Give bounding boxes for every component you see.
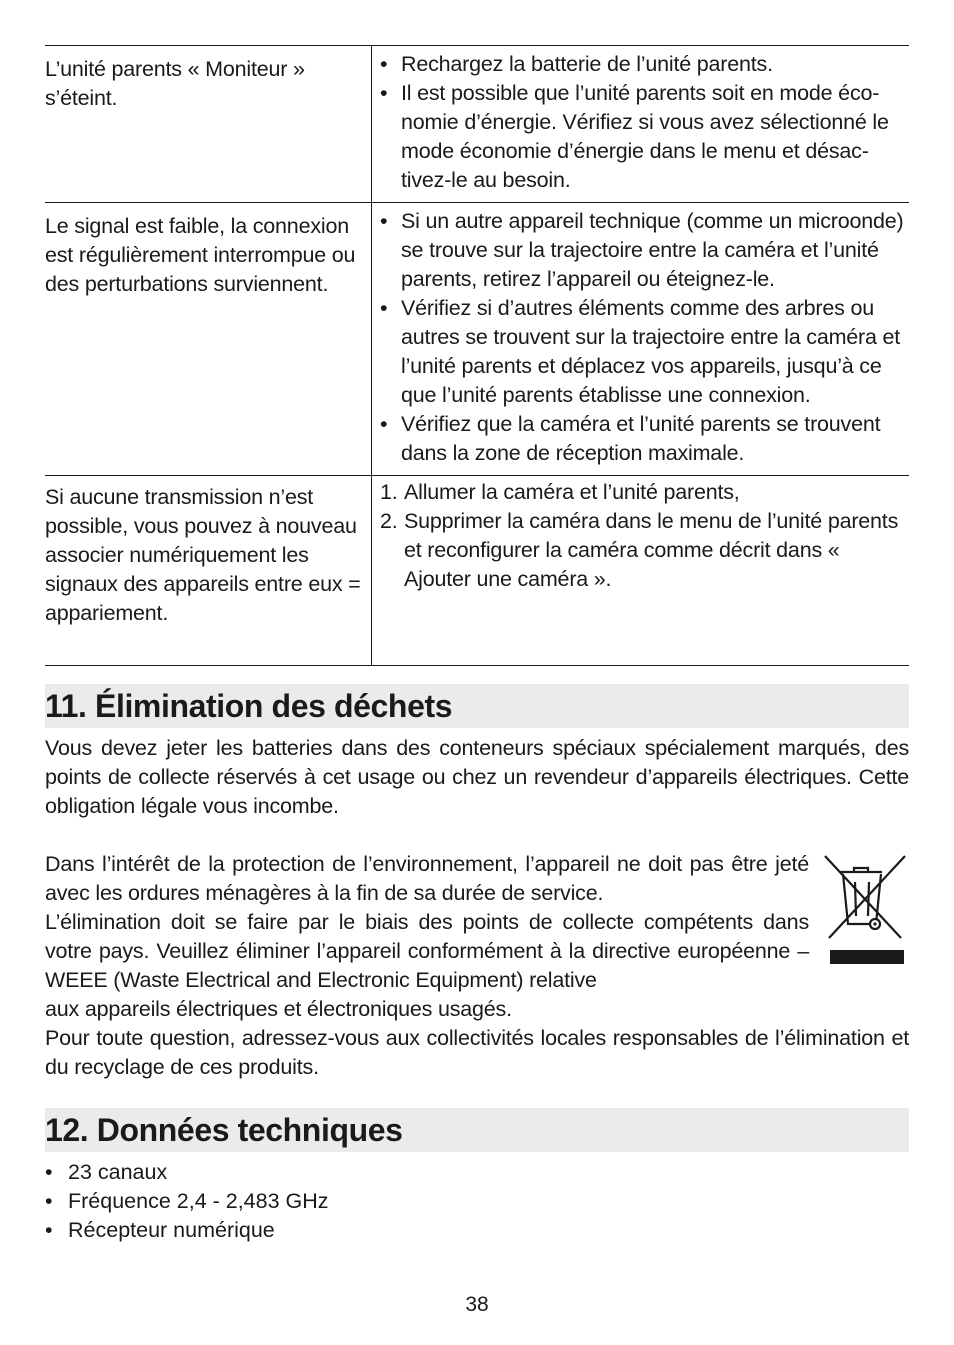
list-item: • Il est possible que l’unité parents soit en mode économie d’énergie. Vérifiez si vous avez sélectionné le mode économie d’énergie dans le menu et désactivez-le au besoin. [380, 79, 909, 195]
problem-cell [45, 203, 372, 476]
steps-list [380, 478, 909, 594]
step-text: Supprimer la caméra dans le menu de l’unité parents et reconfigurer la caméra comme décrit dans « Ajouter une caméra ». [404, 509, 899, 591]
problem-cell [45, 476, 372, 666]
list-item [380, 507, 909, 594]
environment-block [45, 850, 909, 995]
section-title-disposal: 11. Élimination des déchets [45, 684, 909, 728]
solution-list [380, 207, 909, 468]
page [45, 45, 909, 1245]
step-number: 1. [380, 480, 398, 504]
list-item: • Si un autre appareil technique (comme un microonde) se trouve sur la trajectoire entre la caméra et l’unité parents, retirez l’appareil ou éteignez-le. [380, 207, 909, 294]
contact-paragraph: Pour toute question, adressez-vous aux collectivités locales responsables de l’élimination et du recyclage de ces produits. [45, 1026, 909, 1079]
list-item: • Vérifiez si d’autres éléments comme des arbres ou autres se trouvent sur la trajectoire entre la caméra et l’unité parents et déplacez vos appareils, jusqu’à ce que l’unité parents établisse une connexion. [380, 294, 909, 410]
step-text: Allumer la caméra et l’unité parents, [404, 480, 740, 504]
spec-list [45, 1158, 909, 1245]
step-number: 2. [380, 509, 398, 533]
solution-cell [372, 203, 910, 476]
environment-paragraph-2: L’élimination doit se faire par le biais des points de collecte compétents dans votre pays. Veuillez éliminer l’appareil conformément à la directive européenne – WEEE (Waste Electrical and Electronic Equipment) relative [45, 910, 809, 992]
list-item: • Vérifiez que la caméra et l’unité parents se trouvent dans la zone de réception maximale. [380, 410, 909, 468]
table-row [45, 476, 909, 666]
solution-cell [372, 46, 910, 203]
page-number: 38 [465, 1293, 489, 1316]
problem-text: L’unité parents « Moniteur » s’éteint. [45, 57, 305, 110]
environment-paragraph-1: Dans l’intérêt de la protection de l’environnement, l’appareil ne doit pas être jeté avec les ordures ménagères à la fin de sa durée de service. [45, 852, 809, 905]
environment-text [45, 850, 809, 995]
table-row [45, 203, 909, 476]
disposal-intro: Vous devez jeter les batteries dans des conteneurs spéciaux spécialement marqués, des points de collecte réservés à cet usage ou chez un revendeur d’appareils électriques. Cette obligation légale vous incombe. [45, 736, 909, 818]
list-item [380, 478, 909, 507]
list-item: • Fréquence 2,4 - 2,483 GHz [45, 1187, 909, 1216]
problem-text: Si aucune transmission n’est possible, vous pouvez à nouveau associer numériquement les signaux des appareils entre eux = appariement. [45, 485, 361, 625]
problem-cell [45, 46, 372, 203]
list-item: • Récepteur numérique [45, 1216, 909, 1245]
environment-paragraph-3: aux appareils électriques et électroniques usagés. [45, 997, 512, 1021]
table-row [45, 46, 909, 203]
crossed-out-wheelie-bin-icon [821, 852, 909, 964]
problem-text: Le signal est faible, la connexion est régulièrement interrompue ou des perturbations surviennent. [45, 214, 356, 296]
list-item: • Rechargez la batterie de l’unité parents. [380, 50, 909, 79]
section-title-technical-data: 12. Données techniques [45, 1108, 909, 1152]
solution-cell [372, 476, 910, 666]
list-item: • 23 canaux [45, 1158, 909, 1187]
solution-list [380, 50, 909, 195]
troubleshooting-table [45, 45, 909, 666]
